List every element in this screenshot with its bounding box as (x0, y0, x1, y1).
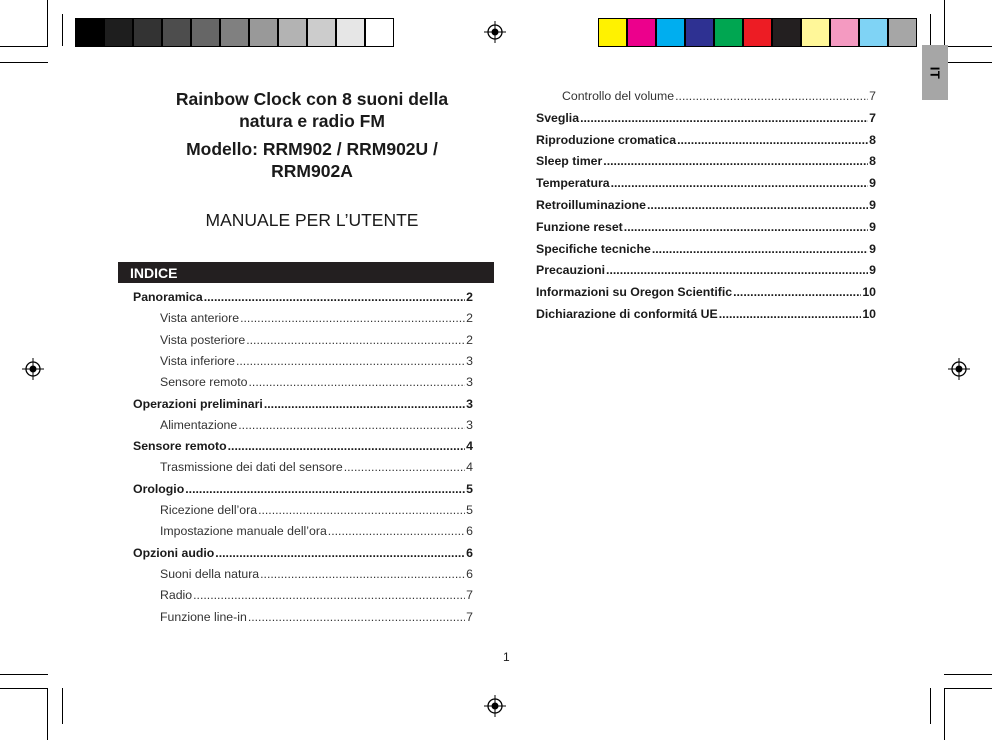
index-heading: INDICE (130, 265, 178, 281)
toc-leader-dots (603, 154, 868, 169)
color-swatch (685, 18, 714, 47)
title-line: Rainbow Clock con 8 suoni della (175, 89, 449, 109)
toc-entry-label: Radio (160, 588, 193, 603)
language-tab-label: IT (927, 66, 943, 79)
toc-entry-page: 5 (466, 481, 473, 496)
toc-entry-label: Vista posteriore (160, 332, 246, 347)
toc-entry-page: 3 (466, 375, 473, 390)
toc-leader-dots (248, 610, 465, 625)
toc-entry-label: Funzione line-in (160, 609, 247, 624)
color-swatch (859, 18, 888, 47)
toc-entry[interactable] (536, 285, 876, 300)
toc-entry-label: Sensore remoto (133, 439, 227, 454)
toc-entry[interactable] (160, 588, 473, 603)
toc-entry[interactable] (133, 546, 473, 561)
color-swatch (598, 18, 627, 47)
toc-entry-page: 8 (869, 132, 876, 147)
toc-entry-page: 6 (466, 566, 473, 581)
toc-entry-label: Riproduzione cromatica (536, 132, 677, 147)
color-swatch (888, 18, 917, 47)
toc-entry-label: Precauzioni (536, 263, 606, 278)
toc-leader-dots (228, 439, 466, 454)
toc-leader-dots (733, 285, 861, 300)
model-line: Modello: RRM902 / RRM902U / (186, 139, 438, 159)
toc-leader-dots (606, 263, 868, 278)
toc-entry-label: Specifiche tecniche (536, 241, 651, 256)
toc-leader-dots (236, 354, 465, 369)
toc-entry-label: Sensore remoto (160, 375, 248, 390)
toc-entry[interactable] (536, 307, 876, 322)
page-number: 1 (503, 650, 510, 664)
color-swatch (104, 18, 133, 47)
toc-leader-dots (580, 111, 868, 126)
toc-entry-label: Panoramica (133, 290, 203, 304)
toc-entry-page: 2 (466, 311, 473, 326)
toc-entry-label: Dichiarazione di conformitá UE (536, 307, 718, 321)
toc-entry-label: Opzioni audio (133, 545, 215, 560)
toc-entry-label: Orologio (133, 481, 185, 496)
toc-entry-page: 7 (869, 110, 876, 125)
toc-leader-dots (264, 397, 465, 412)
toc-entry-label: Controllo del volume (562, 89, 675, 103)
toc-leader-dots (624, 220, 868, 235)
toc-leader-dots (193, 588, 465, 603)
toc-leader-dots (719, 307, 862, 322)
toc-entry-page: 9 (869, 176, 876, 191)
index-heading-bar (118, 262, 494, 283)
registration-mark-icon (948, 358, 970, 380)
color-swatch (75, 18, 104, 47)
toc-entry-page: 7 (466, 588, 473, 603)
color-swatch (133, 18, 162, 47)
color-swatch (365, 18, 394, 47)
toc-entry-page: 4 (466, 460, 473, 475)
toc-entry-label: Sveglia (536, 110, 580, 125)
toc-entry[interactable] (536, 242, 876, 257)
color-swatch (336, 18, 365, 47)
toc-leader-dots (258, 503, 465, 518)
toc-leader-dots (652, 242, 868, 257)
toc-entry-page: 3 (466, 396, 473, 411)
toc-leader-dots (328, 524, 465, 539)
registration-mark-icon (484, 21, 506, 43)
toc-entry-label: Alimentazione (160, 417, 238, 432)
toc-entry-label: Ricezione dell’ora (160, 503, 258, 517)
toc-entry[interactable] (133, 397, 473, 412)
toc-entry[interactable] (160, 311, 473, 326)
toc-entry-page: 9 (869, 219, 876, 234)
color-swatch (220, 18, 249, 47)
toc-entry[interactable] (160, 333, 473, 348)
toc-entry[interactable] (536, 133, 876, 148)
toc-entry-label: Trasmissione dei dati del sensore (160, 460, 343, 475)
toc-leader-dots (611, 176, 869, 191)
color-swatch (278, 18, 307, 47)
toc-entry[interactable] (536, 176, 876, 191)
toc-entry-page: 4 (466, 439, 473, 454)
toc-entry-page: 6 (466, 545, 473, 560)
toc-entry[interactable] (536, 111, 876, 126)
color-swatch (801, 18, 830, 47)
toc-leader-dots (675, 89, 868, 104)
toc-entry-label: Suoni della natura (160, 566, 260, 581)
toc-entry-label: Funzione reset (536, 219, 623, 234)
toc-leader-dots (185, 482, 465, 497)
toc-entry-page: 8 (869, 154, 876, 169)
toc-leader-dots (238, 418, 465, 433)
toc-entry[interactable] (160, 567, 473, 582)
color-swatch (656, 18, 685, 47)
toc-entry[interactable] (133, 482, 473, 497)
color-swatch (772, 18, 801, 47)
toc-leader-dots (215, 546, 465, 561)
color-swatch (249, 18, 278, 47)
color-swatch (627, 18, 656, 47)
color-swatch (162, 18, 191, 47)
toc-entry-page: 10 (862, 307, 876, 321)
toc-entry-label: Vista anteriore (160, 311, 240, 326)
document-title (130, 88, 494, 132)
manual-subtitle: MANUALE PER L’UTENTE (205, 210, 419, 230)
toc-entry-label: Sleep timer (536, 154, 603, 169)
toc-entry-page: 2 (466, 332, 473, 347)
toc-entry-page: 3 (466, 417, 473, 432)
toc-entry-page: 9 (869, 241, 876, 256)
toc-entry-page: 10 (862, 285, 876, 300)
toc-entry[interactable] (536, 220, 876, 235)
toc-entry-page: 2 (466, 290, 473, 304)
toc-entry-label: Impostazione manuale dell’ora (160, 524, 327, 539)
toc-leader-dots (260, 567, 465, 582)
toc-entry[interactable] (536, 198, 876, 213)
toc-entry-page: 9 (869, 263, 876, 278)
toc-leader-dots (240, 311, 465, 326)
toc-leader-dots (204, 290, 465, 305)
toc-entry[interactable] (536, 263, 876, 278)
registration-mark-icon (22, 358, 44, 380)
toc-leader-dots (249, 375, 466, 390)
language-tab (922, 45, 948, 100)
toc-leader-dots (344, 460, 465, 475)
toc-entry-page: 7 (466, 609, 473, 624)
toc-entry-label: Vista inferiore (160, 353, 235, 368)
toc-entry[interactable] (160, 503, 473, 518)
toc-entry[interactable] (133, 439, 473, 454)
toc-entry-label: Temperatura (536, 176, 610, 191)
toc-entry-page: 3 (466, 353, 473, 368)
registration-mark-icon (484, 695, 506, 717)
model-title (130, 138, 494, 182)
model-line: RRM902A (271, 161, 353, 181)
toc-entry[interactable] (133, 290, 473, 305)
color-swatch (191, 18, 220, 47)
toc-leader-dots (246, 333, 465, 348)
toc-entry-label: Informazioni su Oregon Scientific (536, 285, 733, 300)
toc-entry[interactable] (536, 154, 876, 169)
toc-entry[interactable] (160, 524, 473, 539)
toc-entry[interactable] (160, 354, 473, 369)
color-swatch (743, 18, 772, 47)
toc-entry[interactable] (160, 418, 473, 433)
toc-entry-label: Retroilluminazione (536, 198, 646, 212)
toc-entry[interactable] (160, 375, 473, 390)
title-line: natura e radio FM (239, 111, 385, 131)
color-swatch (830, 18, 859, 47)
color-swatch (307, 18, 336, 47)
toc-entry-page: 6 (466, 524, 473, 539)
toc-leader-dots (647, 198, 868, 213)
toc-entry[interactable] (160, 610, 473, 625)
toc-entry[interactable] (562, 89, 876, 104)
toc-leader-dots (677, 133, 868, 148)
toc-entry-page: 5 (466, 503, 473, 517)
toc-entry-page: 9 (869, 198, 876, 212)
toc-entry[interactable] (160, 460, 473, 475)
toc-entry-label: Operazioni preliminari (133, 396, 263, 411)
toc-entry-page: 7 (869, 89, 876, 103)
color-swatch (714, 18, 743, 47)
